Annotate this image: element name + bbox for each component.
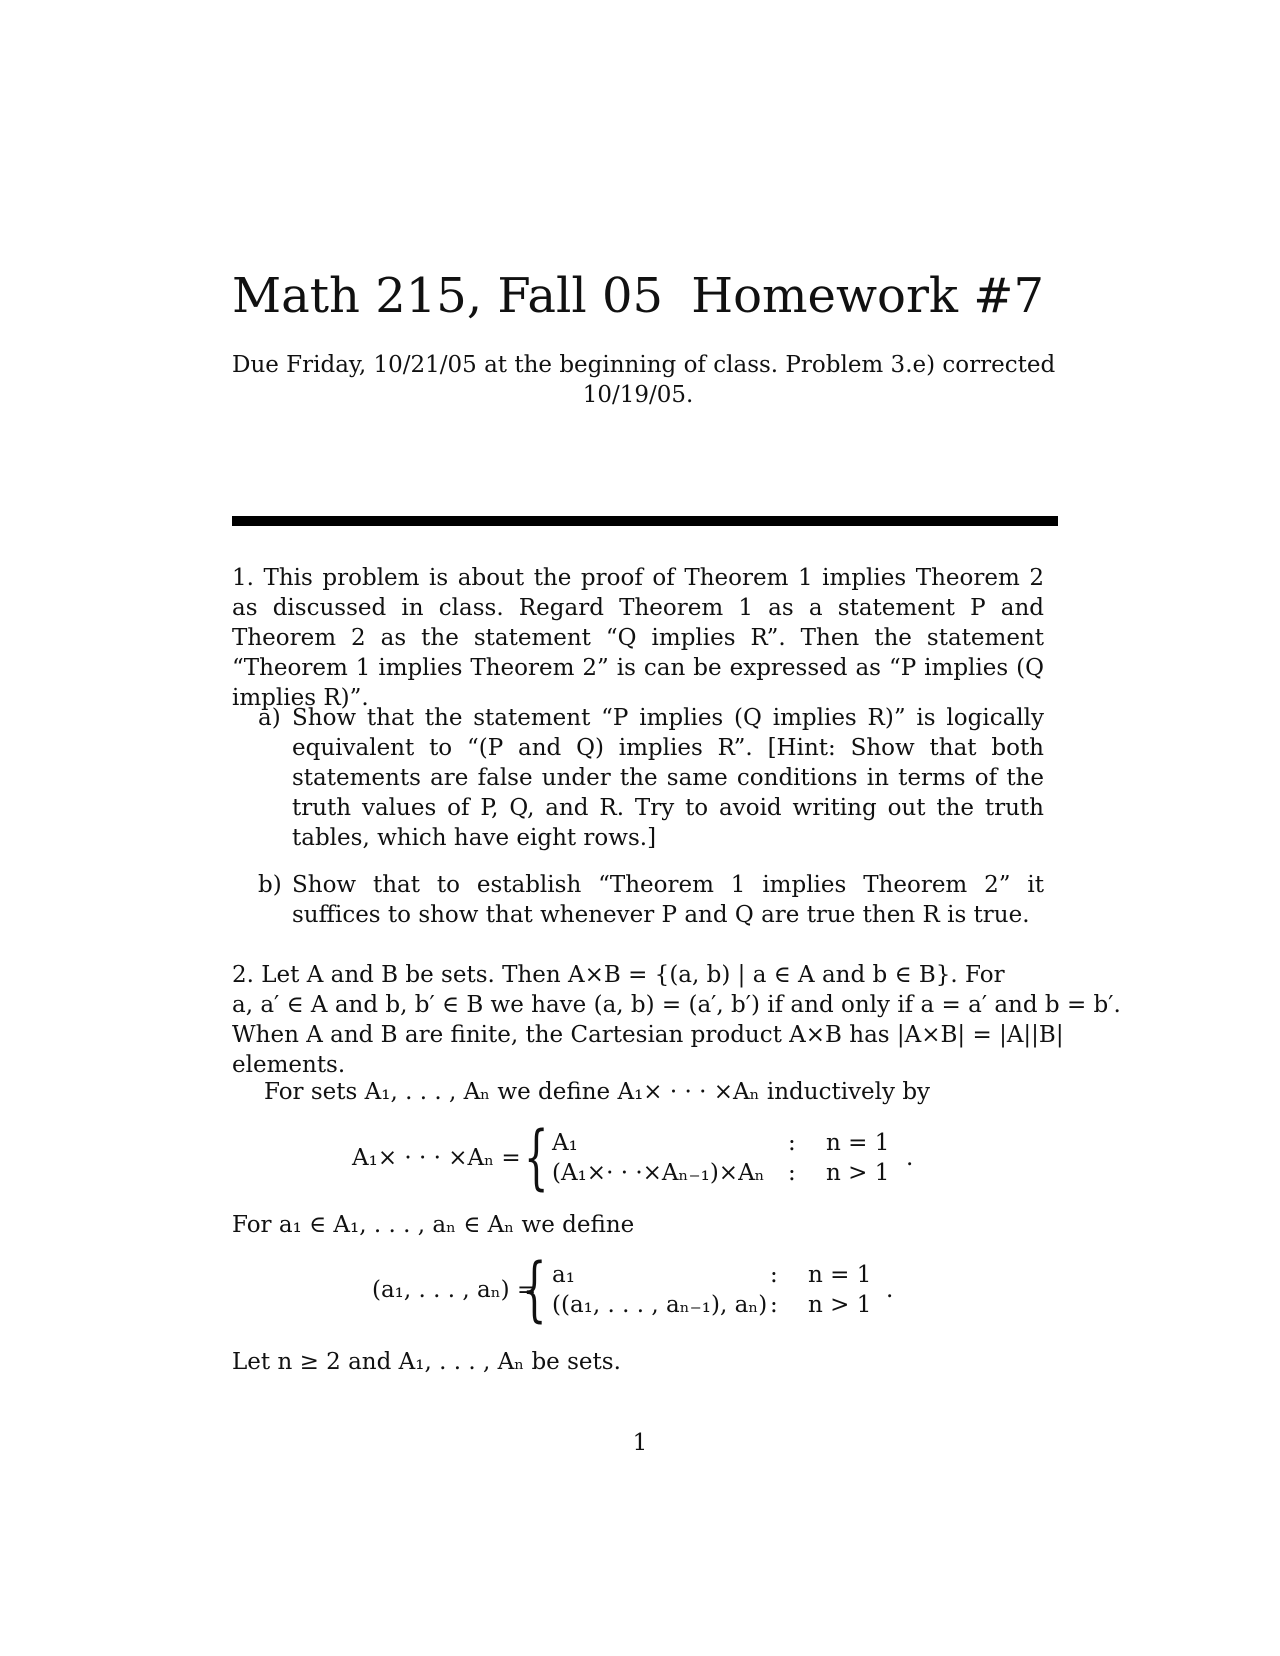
problem-1-part-b	[258, 870, 1044, 930]
product-case-2-sep: :	[788, 1160, 796, 1186]
left-brace: {	[522, 1248, 547, 1330]
left-brace: {	[524, 1116, 549, 1198]
problem-2-line-1: 2. Let A and B be sets. Then A×B = {(a, b) | a ∈ A and b ∈ B}. For	[232, 962, 1005, 988]
product-definition-period: .	[906, 1145, 914, 1171]
product-definition	[352, 1116, 914, 1198]
problem-1-part-a-text: Show that the statement “P implies (Q implies R)” is logically equivalent to “(P and Q) implies R”. [Hint: Show that both statements are false under the same conditions in terms of the truth values of P, Q, and R. Try to avoid writing out the truth tables, which have eight rows.]	[292, 705, 1044, 851]
due-note-line-2: 10/19/05.	[582, 382, 694, 408]
problem-1-part-b-label: b)	[258, 872, 282, 898]
due-note	[232, 350, 1056, 410]
tuple-case-2-sep: :	[770, 1292, 778, 1318]
tuple-case-1-sep: :	[770, 1262, 778, 1288]
tuple-definition	[372, 1248, 912, 1330]
course-title: Math 215, Fall 05	[232, 268, 664, 324]
problem-2-intro	[232, 960, 1121, 1080]
problem-1-part-a	[258, 703, 1044, 853]
tuple-definition-period: .	[886, 1277, 894, 1303]
tuple-definition-lhs: (a₁, . . . , aₙ) =	[372, 1277, 537, 1303]
problem-1-part-a-label: a)	[258, 705, 281, 731]
document-header	[232, 268, 1044, 348]
product-definition-lhs: A₁× · · · ×Aₙ =	[352, 1145, 521, 1171]
tuple-case-2-cond: n > 1	[808, 1292, 872, 1318]
product-case-1-expr: A₁	[552, 1130, 578, 1156]
product-case-1-cond: n = 1	[826, 1130, 890, 1156]
problem-1-part-b-text: Show that to establish “Theorem 1 implies Theorem 2” it suffices to show that whenever P and Q are true then R is true.	[292, 872, 1044, 928]
page-number: 1	[632, 1430, 648, 1456]
problem-2-line-4: elements.	[232, 1052, 346, 1078]
tuple-case-1-cond: n = 1	[808, 1262, 872, 1288]
inductive-definition-intro: For sets A₁, . . . , Aₙ we define A₁× · · · ×Aₙ inductively by	[264, 1079, 931, 1105]
due-note-line-1: Due Friday, 10/21/05 at the beginning of class. Problem 3.e) corrected	[232, 352, 1056, 378]
product-case-2-cond: n > 1	[826, 1160, 890, 1186]
problem-2-closing: Let n ≥ 2 and A₁, . . . , Aₙ be sets.	[232, 1349, 621, 1375]
homework-title: Homework #7	[691, 268, 1044, 324]
problem-2-line-2: a, a′ ∈ A and b, b′ ∈ B we have (a, b) = (a′, b′) if and only if a = a′ and b = b′.	[232, 992, 1121, 1018]
problem-2-line-3: When A and B are finite, the Cartesian product A×B has |A×B| = |A||B|	[232, 1022, 1064, 1048]
product-case-2-expr: (A₁×· · ·×Aₙ₋₁)×Aₙ	[552, 1160, 765, 1186]
tuple-case-2-expr: ((a₁, . . . , aₙ₋₁), aₙ)	[552, 1292, 768, 1318]
tuple-case-1-expr: a₁	[552, 1262, 575, 1288]
problem-1-intro: 1. This problem is about the proof of Theorem 1 implies Theorem 2 as discussed in class. Regard Theorem 1 as a statement P and Theorem 2 as the statement “Q implies R”. Then the statement “Theorem 1 implies Theorem 2” is can be expressed as “P implies (Q implies R)”.	[232, 565, 1044, 711]
product-case-1-sep: :	[788, 1130, 796, 1156]
tuple-definition-intro: For a₁ ∈ A₁, . . . , aₙ ∈ Aₙ we define	[232, 1212, 635, 1238]
horizontal-rule	[232, 516, 1058, 526]
